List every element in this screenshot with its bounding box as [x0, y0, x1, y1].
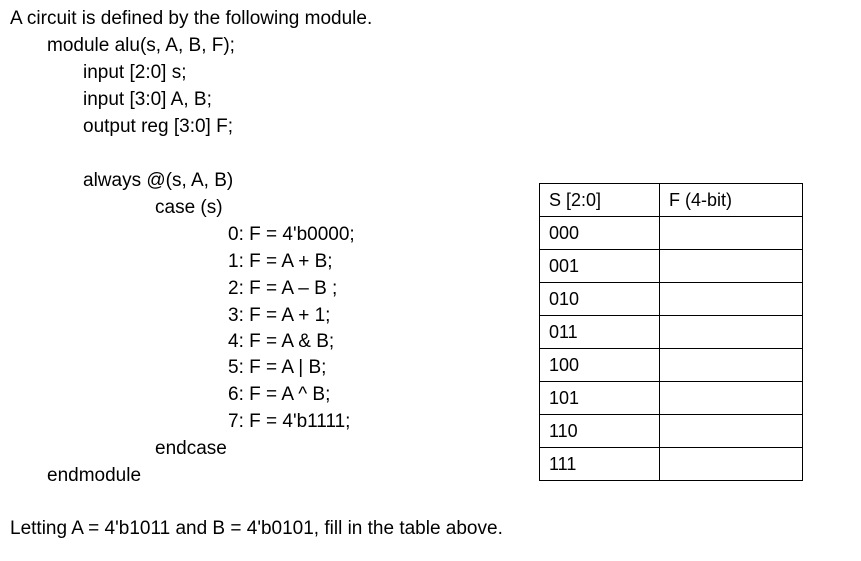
cell-s: 000: [540, 217, 660, 250]
code-line-case-2: 2: F = A – B ;: [228, 278, 338, 299]
cell-f-input[interactable]: [660, 316, 803, 349]
cell-f-input[interactable]: [660, 415, 803, 448]
code-line-output-f: output reg [3:0] F;: [83, 116, 233, 137]
code-line-endcase: endcase: [155, 438, 227, 459]
cell-f-input[interactable]: [660, 283, 803, 316]
code-line-case-4: 4: F = A & B;: [228, 331, 335, 352]
table-row: [540, 349, 803, 382]
intro-text: A circuit is defined by the following module.: [10, 8, 373, 29]
truth-table: [539, 183, 803, 481]
code-line-case-6: 6: F = A ^ B;: [228, 384, 331, 405]
cell-f-input[interactable]: [660, 217, 803, 250]
code-line-case-5: 5: F = A | B;: [228, 357, 327, 378]
cell-s: 001: [540, 250, 660, 283]
code-line-endmodule: endmodule: [47, 465, 142, 486]
cell-s: 010: [540, 283, 660, 316]
table-row: [540, 217, 803, 250]
cell-s: 100: [540, 349, 660, 382]
code-line-case-3: 3: F = A + 1;: [228, 305, 331, 326]
header-f: F (4-bit): [660, 184, 803, 217]
code-line-case-0: 0: F = 4'b0000;: [228, 224, 355, 245]
cell-f-input[interactable]: [660, 349, 803, 382]
code-line-case: case (s): [155, 197, 223, 218]
code-line-input-s: input [2:0] s;: [83, 62, 187, 83]
header-s: S [2:0]: [540, 184, 660, 217]
code-line-input-ab: input [3:0] A, B;: [83, 89, 212, 110]
table-row: [540, 283, 803, 316]
cell-s: 011: [540, 316, 660, 349]
instruction-text: Letting A = 4'b1011 and B = 4'b0101, fill in the table above.: [10, 518, 503, 539]
code-line-module: module alu(s, A, B, F);: [47, 35, 235, 56]
table-row: [540, 316, 803, 349]
code-line-case-7: 7: F = 4'b1111;: [228, 411, 351, 432]
table-row: [540, 250, 803, 283]
cell-s: 110: [540, 415, 660, 448]
cell-f-input[interactable]: [660, 382, 803, 415]
code-line-always: always @(s, A, B): [83, 170, 234, 191]
table-row: [540, 415, 803, 448]
table-row: [540, 448, 803, 481]
table-row: [540, 382, 803, 415]
cell-s: 101: [540, 382, 660, 415]
code-line-case-1: 1: F = A + B;: [228, 251, 333, 272]
cell-f-input[interactable]: [660, 448, 803, 481]
table-header-row: [540, 184, 803, 217]
cell-s: 111: [540, 448, 660, 481]
cell-f-input[interactable]: [660, 250, 803, 283]
